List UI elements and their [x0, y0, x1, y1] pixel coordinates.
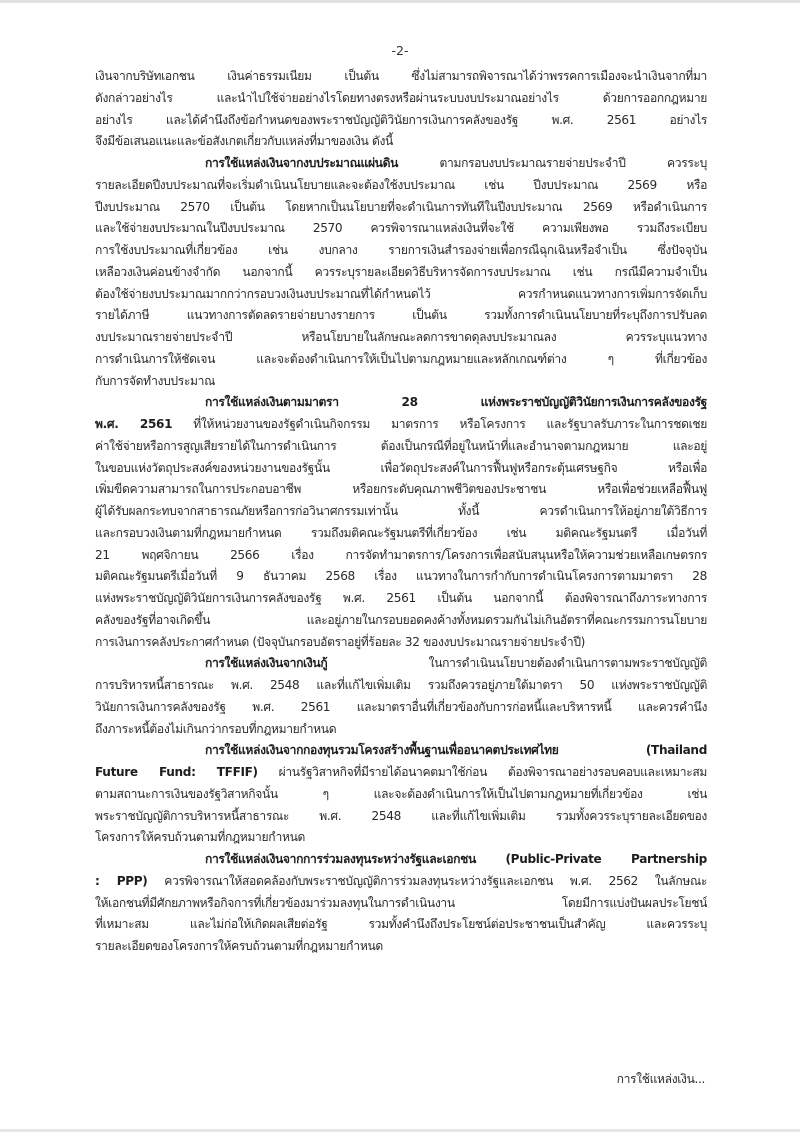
line-text: และกรอบวงเงินตามที่กฎหมายกำหนด รวมถึงมติคณะรัฐมนตรีที่เกี่ยวข้อง เช่น มติคณะรัฐมนตรี เมื่อวันที่: [95, 525, 707, 540]
text-line: [95, 284, 707, 306]
line-text: การดำเนินการให้ชัดเจน และจะต้องดำเนินการให้เป็นไปตามกฎหมายและหลักเกณฑ์ต่าง ๆ ที่เกี่ยวข้อง: [95, 351, 707, 366]
text-line: [95, 110, 707, 132]
text-line: [95, 566, 707, 588]
line-text: ปีงบประมาณ 2570 เป็นต้น โดยหากเป็นนโยบายที่จะดำเนินการทันทีในปีงบประมาณ 2569 หรือดำเนินการ: [95, 199, 707, 214]
text-line: [95, 632, 707, 654]
section-heading-line: [95, 849, 707, 871]
line-text: เงินจากบริษัทเอกชน เงินค่าธรรมเนียม เป็นต้น ซึ่งไม่สามารถพิจารณาได้ว่าพรรคการเมืองจะนำเงินจากที่มา: [95, 69, 707, 83]
text-line: [95, 719, 707, 741]
text-line: [95, 131, 707, 153]
text-line: [95, 197, 707, 219]
text-line: [95, 784, 707, 806]
line-text: รายละเอียดของโครงการให้ครบถ้วนตามที่กฎหมายกำหนด: [95, 939, 383, 953]
line-text: ในการดำเนินนโยบายต้องดำเนินการตามพระราชบัญญัติ: [327, 656, 707, 671]
text-line: [95, 175, 707, 197]
text-line: [95, 827, 707, 849]
line-text: ควรพิจารณาให้สอดคล้องกับพระราชบัญญัติการร่วมลงทุนระหว่างรัฐและเอกชน พ.ศ. 2562 ในลักษณะ: [147, 873, 707, 888]
section-heading-line: [95, 153, 707, 175]
line-text: มติคณะรัฐมนตรีเมื่อวันที่ 9 ธันวาคม 2568 เรื่อง แนวทางในการกำกับการดำเนินโครงการตามมาตรา 28: [95, 569, 707, 584]
text-line: [95, 523, 707, 545]
line-text: ในขอบแห่งวัตถุประสงค์ของหน่วยงานของรัฐนั้น เพื่อวัตถุประสงค์ในการฟื้นฟูหรือกระตุ้นเศรษฐกิจ หรือเพื่อ: [95, 460, 707, 475]
text-line: [95, 88, 707, 110]
line-text: คลังของรัฐที่อาจเกิดขึ้น และอยู่ภายในกรอบยอดคงค้างทั้งหมดรวมกันไม่เกินอัตราที่คณะกรรมการนโยบาย: [95, 612, 707, 627]
text-line: [95, 914, 707, 936]
bold-heading: การใช้แหล่งเงินจากงบประมาณแผ่นดิน: [205, 156, 399, 170]
line-text: แห่งพระราชบัญญัติวินัยการเงินการคลังของรัฐ พ.ศ. 2561 เป็นต้น นอกจากนี้ ต้องพิจารณาถึงภาระทางการ: [95, 591, 707, 605]
line-text: โครงการให้ครบถ้วนตามที่กฎหมายกำหนด: [95, 830, 306, 845]
line-text: วินัยการเงินการคลังของรัฐ พ.ศ. 2561 และมาตราอื่นที่เกี่ยวข้องกับการก่อหนี้และบริหารหนี้ และควรคำนึง: [95, 699, 707, 714]
line-text: การใช้งบประมาณที่เกี่ยวข้อง เช่น งบกลาง รายการเงินสำรองจ่ายเพื่อกรณีฉุกเฉินหรือจำเป็น ซึ่งปัจจุบัน: [95, 243, 707, 257]
text-line: [95, 479, 707, 501]
line-text: ดังกล่าวอย่างไร และนำไปใช้จ่ายอย่างไรโดยทางตรงหรือผ่านระบบงบประมาณอย่างไร ด้วยการออกกฎหมาย: [95, 90, 707, 105]
bold-heading: การใช้แหล่งเงินตามมาตรา 28 แห่งพระราชบัญญัติวินัยการเงินการคลังของรัฐ: [205, 395, 707, 410]
bold-heading: พ.ศ. 2561: [95, 417, 173, 431]
text-line: [95, 697, 707, 719]
line-text: จึงมีข้อเสนอแนะและข้อสังเกตเกี่ยวกับแหล่งที่มาของเงิน ดังนี้: [95, 134, 393, 149]
text-line: [95, 66, 707, 88]
bold-heading: Future Fund: TFFIF): [95, 765, 258, 779]
page-number: -2-: [391, 43, 409, 58]
document-body: [95, 66, 707, 958]
text-line: [95, 806, 707, 828]
line-text: เพิ่มขีดความสามารถในการประกอบอาชีพ หรือยกระดับคุณภาพชีวิตของประชาชน หรือเพื่อช่วยเหลือฟื้นฟู: [95, 482, 707, 497]
text-line: [95, 371, 707, 393]
line-text: เหลือวงเงินค่อนข้างจำกัด นอกจากนี้ ควรระบุรายละเอียดวิธีบริหารจัดการงบประมาณ เช่น กรณีมีความจำเป็น: [95, 264, 707, 279]
line-text: กับการจัดทำงบประมาณ: [95, 373, 215, 388]
line-text: รายละเอียดปีงบประมาณที่จะเริ่มดำเนินนโยบายและจะต้องใช้งบประมาณ เช่น ปีงบประมาณ 2569 หรือ: [95, 177, 707, 192]
text-line: [95, 262, 707, 284]
section-heading-line: [95, 392, 707, 414]
text-line: [95, 762, 707, 784]
line-text: การเงินการคลังประกาศกำหนด (ปัจจุบันกรอบอัตราอยู่ที่ร้อยละ 32 ของงบประมาณรายจ่ายประจำปี): [95, 634, 586, 649]
line-text: ผ่านรัฐวิสาหกิจที่มีรายได้อนาคตมาใช้ก่อน ต้องพิจารณาอย่างรอบคอบและเหมาะสม: [257, 765, 707, 779]
text-line: [95, 218, 707, 240]
line-text: ที่เหมาะสม และไม่ก่อให้เกิดผลเสียต่อรัฐ รวมทั้งคำนึงถึงประโยชน์ต่อประชาชนเป็นสำคัญ และควรระบุ: [95, 917, 707, 932]
text-line: [95, 349, 707, 371]
bold-heading: การใช้แหล่งเงินจากกองทุนรวมโครงสร้างพื้นฐานเพื่ออนาคตประเทศไทย (Thailand: [205, 743, 707, 758]
bold-heading: การใช้แหล่งเงินจากการร่วมลงทุนระหว่างรัฐและเอกชน (Public-Private Partnership: [205, 852, 707, 866]
text-line: [95, 893, 707, 915]
text-line: [95, 871, 707, 893]
line-text: ต้องใช้จ่ายงบประมาณมากกว่ากรอบวงเงินงบประมาณที่ได้กำหนดไว้ ควรกำหนดแนวทางการเพิ่มการจัดเก็บ: [95, 286, 707, 301]
line-text: งบประมาณรายจ่ายประจำปี หรือนโยบายในลักษณะลดการขาดดุลงบประมาณลง ควรระบุแนวทาง: [95, 330, 707, 344]
text-line: [95, 588, 707, 610]
text-line: [95, 545, 707, 567]
line-text: รายได้ภาษี แนวทางการตัดลดรายจ่ายบางรายการ เป็นต้น รวมทั้งการดำเนินนโยบายที่ระบุถึงการปรับลด: [95, 308, 707, 323]
line-text: และใช้จ่ายงบประมาณในปีงบประมาณ 2570 ควรพิจารณาแหล่งเงินที่จะใช้ ความเพียงพอ รวมถึงระเบียบ: [95, 221, 707, 236]
text-line: [95, 414, 707, 436]
text-line: [95, 458, 707, 480]
line-text: ถึงภาระหนี้ต้องไม่เกินกว่ากรอบที่กฎหมายกำหนด: [95, 721, 337, 736]
line-text: ตามกรอบงบประมาณรายจ่ายประจำปี ควรระบุ: [398, 156, 707, 170]
line-text: ค่าใช้จ่ายหรือการสูญเสียรายได้ในการดำเนินการ ต้องเป็นกรณีที่อยู่ในหน้าที่และอำนาจตามกฎหมาย และอยู่: [95, 438, 707, 453]
line-text: 21 พฤศจิกายน 2566 เรื่อง การจัดทำมาตรการ/โครงการเพื่อสนับสนุนหรือให้ความช่วยเหลือเกษตรกร: [95, 547, 707, 562]
page-top-edge: [0, 0, 800, 3]
text-line: [95, 436, 707, 458]
line-text: อย่างไร และได้คำนึงถึงข้อกำหนดของพระราชบัญญัติวินัยการเงินการคลังของรัฐ พ.ศ. 2561 อย่างไร: [95, 112, 707, 127]
line-text: พระราชบัญญัติการบริหารหนี้สาธารณะ พ.ศ. 2548 และที่แก้ไขเพิ่มเติม รวมทั้งควรระบุรายละเอียดของ: [95, 808, 707, 823]
bold-heading: การใช้แหล่งเงินจากเงินกู้: [205, 656, 328, 671]
text-line: [95, 501, 707, 523]
text-line: [95, 305, 707, 327]
text-line: [95, 327, 707, 349]
line-text: การบริหารหนี้สาธารณะ พ.ศ. 2548 และที่แก้ไขเพิ่มเติม รวมถึงควรอยู่ภายใต้มาตรา 50 แห่งพระราชบัญญัติ: [95, 678, 707, 692]
line-text: ให้เอกชนที่มีศักยภาพหรือกิจการที่เกี่ยวข้องมาร่วมลงทุนในการดำเนินงาน โดยมีการแบ่งปันผลประโยชน์: [95, 895, 707, 910]
line-text: ที่ให้หน่วยงานของรัฐดำเนินกิจกรรม มาตรการ หรือโครงการ และรัฐบาลรับภาระในการชดเชย: [172, 417, 707, 431]
text-line: [95, 240, 707, 262]
text-line: [95, 675, 707, 697]
section-heading-line: [95, 740, 707, 762]
text-line: [95, 936, 707, 958]
bold-heading: : PPP): [95, 873, 148, 888]
line-text: ตามสถานะการเงินของรัฐวิสาหกิจนั้น ๆ และจะต้องดำเนินการให้เป็นไปตามกฎหมายที่เกี่ยวข้อง เช่น: [95, 786, 707, 801]
text-line: [95, 610, 707, 632]
line-text: ผู้ได้รับผลกระทบจากสาธารณภัยหรือการก่อวินาศกรรมเท่านั้น ทั้งนี้ ควรดำเนินการให้อยู่ภายใต้วิธีการ: [95, 504, 707, 518]
section-heading-line: [95, 653, 707, 675]
continuation-marker: การใช้แหล่งเงิน...: [616, 1072, 705, 1086]
